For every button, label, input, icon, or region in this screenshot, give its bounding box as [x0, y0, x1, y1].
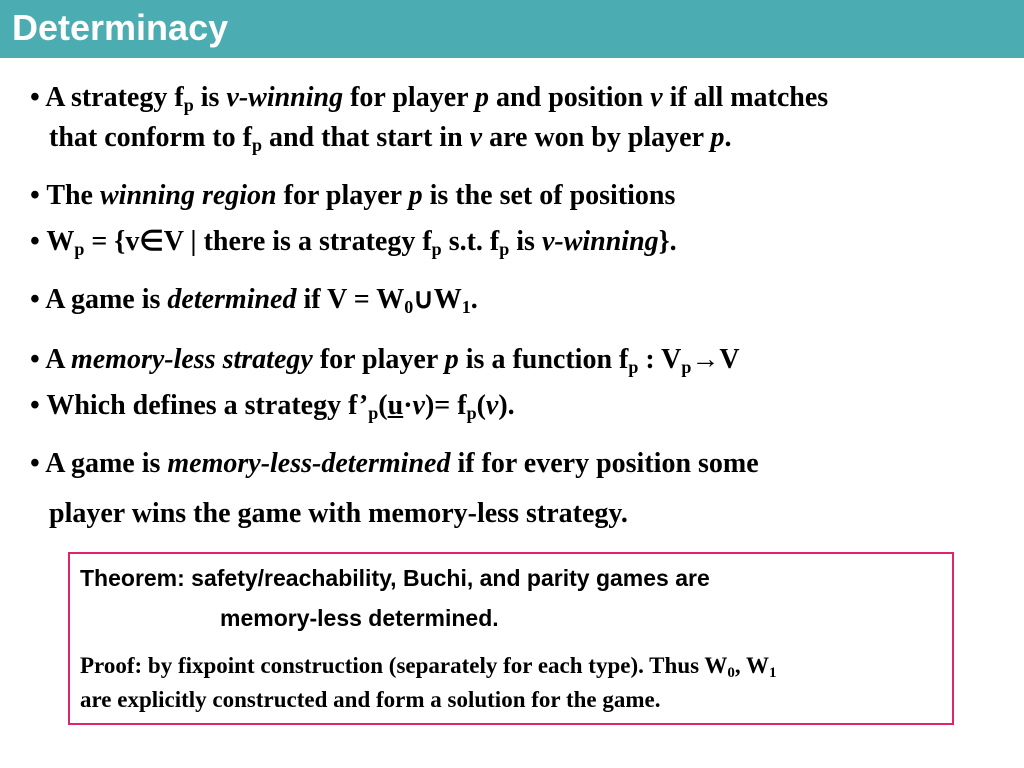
text: = {v∈V | there is a strategy f — [84, 226, 432, 257]
proof-line-2: are explicitly constructed and form a solution for the game. — [80, 687, 661, 712]
subscript: p — [183, 95, 194, 115]
text: A — [45, 344, 71, 375]
text: is — [193, 82, 227, 113]
bullet-marker: • — [30, 82, 40, 113]
subscript: p — [499, 239, 510, 259]
text: ∪W — [413, 284, 462, 315]
text: and position — [489, 82, 651, 113]
italic-term: p — [475, 82, 490, 113]
text: for player — [276, 180, 409, 211]
italic-term: memory-less strategy — [70, 344, 313, 375]
text: if all matches — [662, 82, 829, 113]
italic-term: memory-less-determined — [167, 448, 451, 479]
theorem-box — [68, 552, 954, 725]
text: )= f — [424, 390, 467, 421]
subscript: 0 — [404, 297, 414, 317]
bullet-marker: • — [30, 390, 40, 421]
text: Proof: by fixpoint construction (separately for each type). Thus W — [80, 653, 728, 678]
subscript: 1 — [461, 297, 471, 317]
title-bar — [0, 0, 1024, 58]
text: . — [724, 122, 732, 153]
italic-term: v — [650, 82, 663, 113]
text: The — [46, 180, 100, 211]
text: s.t. f — [441, 226, 500, 257]
text: , W — [734, 653, 769, 678]
bullet-marker: • — [30, 284, 40, 315]
bullet-memoryless-determined-continued — [49, 498, 628, 530]
bullet-winning-region — [30, 180, 675, 212]
text: }. — [658, 226, 677, 257]
bullet-strategy-winning — [30, 82, 828, 114]
slide-title: Determinacy — [12, 7, 229, 48]
text: : V — [638, 344, 682, 375]
text: that conform to f — [49, 122, 252, 153]
text: ( — [476, 390, 486, 421]
subscript: 0 — [727, 665, 735, 681]
text: · — [403, 390, 413, 421]
bullet-marker: • — [30, 226, 40, 257]
subscript: p — [74, 239, 85, 259]
text: for player — [312, 344, 445, 375]
italic-term: p — [710, 122, 725, 153]
text: is a function f — [458, 344, 629, 375]
theorem-line-1: Theorem: safety/reachability, Buchi, and parity games are — [80, 565, 710, 591]
italic-term: v — [485, 390, 499, 421]
text: is the set of positions — [422, 180, 676, 211]
italic-term: v — [469, 122, 483, 153]
text: →V — [691, 344, 740, 375]
text: . — [470, 284, 478, 315]
subscript: p — [251, 135, 262, 155]
text: Which defines a strategy f’ — [46, 390, 369, 421]
subscript: p — [681, 357, 692, 377]
subscript: 1 — [769, 665, 777, 681]
theorem-line-2: memory-less determined. — [220, 605, 499, 631]
text: for player — [343, 82, 476, 113]
subscript: p — [368, 403, 379, 423]
italic-term: v — [412, 390, 425, 421]
subscript: p — [466, 403, 477, 423]
text: if for every position some — [450, 448, 759, 479]
subscript: p — [628, 357, 639, 377]
bullet-memoryless-strategy — [30, 344, 740, 376]
text: A strategy f — [45, 82, 184, 113]
bullet-marker: • — [30, 448, 40, 479]
bullet-strategy-winning-continued — [49, 122, 732, 154]
bullet-determined — [30, 284, 478, 316]
bullet-marker: • — [30, 344, 40, 375]
bullet-winning-set-definition — [30, 226, 677, 258]
italic-term: v-winning — [226, 82, 344, 113]
text: W — [46, 226, 75, 257]
bullet-marker: • — [30, 180, 40, 211]
underlined-term: u — [387, 390, 404, 421]
text: A game is — [45, 448, 168, 479]
text: is — [509, 226, 542, 257]
text: ). — [498, 390, 515, 421]
italic-term: winning region — [100, 180, 277, 211]
italic-term: p — [408, 180, 423, 211]
italic-term: v-winning — [541, 226, 659, 257]
text: player wins the game with memory-less strategy. — [49, 498, 628, 529]
italic-term: p — [444, 344, 459, 375]
text: A game is — [45, 284, 168, 315]
text: and that start in — [261, 122, 470, 153]
bullet-defines-strategy — [30, 390, 515, 422]
bullet-memoryless-determined — [30, 448, 759, 480]
text: ( — [378, 390, 388, 421]
italic-term: determined — [167, 284, 297, 315]
proof-line-1 — [80, 653, 777, 679]
subscript: p — [431, 239, 442, 259]
text: are won by player — [482, 122, 711, 153]
text: if V = W — [296, 284, 405, 315]
